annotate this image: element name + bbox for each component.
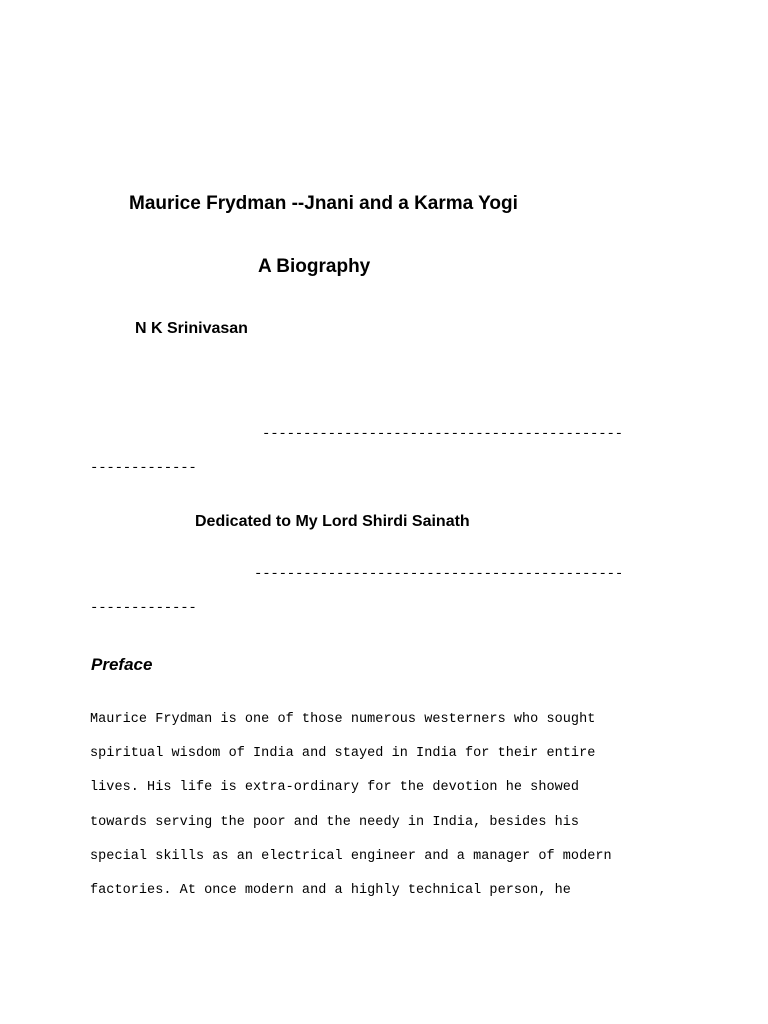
preface-line: spiritual wisdom of India and stayed in India for their entire bbox=[90, 746, 596, 761]
separator-line: -------------------------------------------- bbox=[262, 426, 623, 442]
preface-line: special skills as an electrical engineer and a manager of modern bbox=[90, 849, 612, 864]
dedication-text: Dedicated to My Lord Shirdi Sainath bbox=[195, 513, 470, 530]
separator-line: --------------------------------------------- bbox=[254, 566, 624, 582]
preface-heading: Preface bbox=[91, 655, 153, 674]
document-subtitle: A Biography bbox=[258, 256, 371, 277]
document-title: Maurice Frydman --Jnani and a Karma Yogi bbox=[129, 193, 518, 214]
preface-line: lives. His life is extra-ordinary for the devotion he showed bbox=[90, 780, 580, 795]
preface-line: Maurice Frydman is one of those numerous westerners who sought bbox=[90, 712, 596, 727]
separator-line-continuation: ------------- bbox=[90, 600, 197, 616]
preface-line: towards serving the poor and the needy in India, besides his bbox=[90, 815, 580, 830]
preface-line: factories. At once modern and a highly technical person, he bbox=[90, 883, 571, 898]
separator-line-continuation: ------------- bbox=[90, 460, 197, 476]
author-name: N K Srinivasan bbox=[135, 320, 248, 337]
